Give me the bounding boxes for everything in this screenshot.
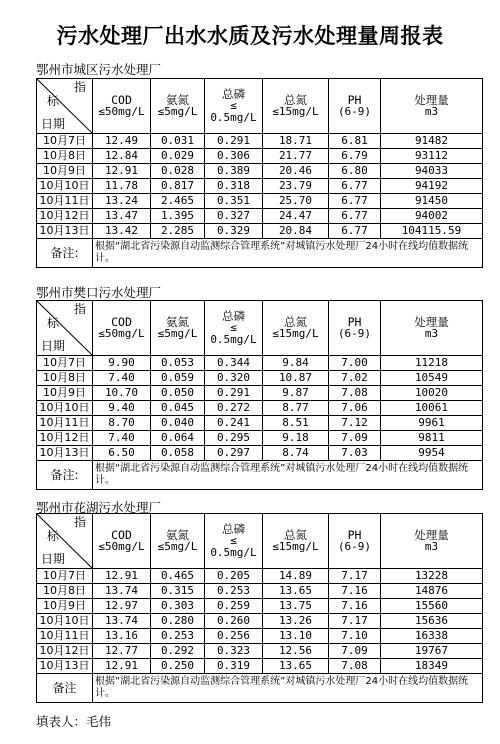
date-cell: 10月13日 xyxy=(37,224,93,239)
value-cell: 13.42 xyxy=(93,224,151,239)
value-cell: 7.00 xyxy=(329,356,381,371)
value-cell: 12.56 xyxy=(263,644,329,659)
value-cell: 7.16 xyxy=(329,584,381,599)
column-header-limit: ≤ xyxy=(230,534,237,547)
table-row xyxy=(37,431,483,446)
table-row xyxy=(37,599,483,614)
column-header-limit: (6-9) xyxy=(337,105,372,118)
value-cell: 104115.59 xyxy=(381,224,483,239)
value-cell: 7.10 xyxy=(329,629,381,644)
value-cell: 10.87 xyxy=(263,371,329,386)
value-cell: 15636 xyxy=(381,614,483,629)
value-cell: 0.817 xyxy=(151,179,205,194)
column-header xyxy=(329,301,381,356)
value-cell: 2.285 xyxy=(151,224,205,239)
column-header xyxy=(381,514,483,569)
value-cell: 0.059 xyxy=(151,371,205,386)
date-cell: 10月8日 xyxy=(37,584,93,599)
column-header-name: PH xyxy=(347,315,362,329)
value-cell: 94033 xyxy=(381,164,483,179)
value-cell: 0.320 xyxy=(205,371,263,386)
column-header-name: 氨氮 xyxy=(166,315,189,329)
value-cell: 0.040 xyxy=(151,416,205,431)
note-text: 根据“湖北省污染源自动监测综合管理系统”对城镇污水处理厂24小时在线均值数据统计。 xyxy=(93,674,483,703)
header-indicator-label-2: 标 xyxy=(47,316,60,330)
value-cell: 13.16 xyxy=(93,629,151,644)
column-header-name: COD xyxy=(111,93,132,107)
column-header-limit-2: 0.5mg/L xyxy=(210,111,257,124)
date-cell: 10月7日 xyxy=(37,134,93,149)
value-cell: 0.295 xyxy=(205,431,263,446)
value-cell: 9811 xyxy=(381,431,483,446)
table-row xyxy=(37,371,483,386)
value-cell: 14.89 xyxy=(263,569,329,584)
value-cell: 7.16 xyxy=(329,599,381,614)
value-cell: 0.465 xyxy=(151,569,205,584)
value-cell: 7.08 xyxy=(329,659,381,674)
date-cell: 10月12日 xyxy=(37,209,93,224)
value-cell: 0.344 xyxy=(205,356,263,371)
value-cell: 9.40 xyxy=(93,401,151,416)
value-cell: 0.256 xyxy=(205,629,263,644)
column-header-limit: m3 xyxy=(424,327,439,340)
value-cell: 13.65 xyxy=(263,584,329,599)
table-row xyxy=(37,644,483,659)
note-text: 根据“湖北省污染源自动监测综合管理系统”对城镇污水处理厂24小时在线均值数据统计。 xyxy=(93,239,483,268)
column-header-limit: ≤15mg/L xyxy=(272,327,319,340)
value-cell: 11.78 xyxy=(93,179,151,194)
value-cell: 16338 xyxy=(381,629,483,644)
value-cell: 6.79 xyxy=(329,149,381,164)
column-header-limit: ≤15mg/L xyxy=(272,540,319,553)
column-header-limit: ≤15mg/L xyxy=(272,105,319,118)
header-date-label: 日期 xyxy=(41,339,66,353)
value-cell: 0.028 xyxy=(151,164,205,179)
table-row xyxy=(37,224,483,239)
value-cell: 0.272 xyxy=(205,401,263,416)
column-header-name: COD xyxy=(111,528,132,542)
value-cell: 15560 xyxy=(381,599,483,614)
date-cell: 10月9日 xyxy=(37,164,93,179)
column-header xyxy=(93,514,151,569)
value-cell: 25.70 xyxy=(263,194,329,209)
header-indicator-label: 指 xyxy=(73,80,86,94)
value-cell: 8.70 xyxy=(93,416,151,431)
header-date-label: 日期 xyxy=(41,552,66,566)
header-indicator-label: 指 xyxy=(73,515,86,529)
column-header xyxy=(151,514,205,569)
column-header xyxy=(263,79,329,134)
section-title: 鄂州市城区污水处理厂 xyxy=(36,62,162,77)
value-cell: 7.09 xyxy=(329,431,381,446)
value-cell: 13.26 xyxy=(263,614,329,629)
value-cell: 7.40 xyxy=(93,371,151,386)
column-header-name: 氨氮 xyxy=(166,93,189,107)
value-cell: 23.79 xyxy=(263,179,329,194)
value-cell: 12.77 xyxy=(93,644,151,659)
value-cell: 24.47 xyxy=(263,209,329,224)
header-date-label: 日期 xyxy=(41,117,66,131)
note-label: 备注: xyxy=(37,239,93,268)
value-cell: 0.064 xyxy=(151,431,205,446)
value-cell: 0.303 xyxy=(151,599,205,614)
value-cell: 20.46 xyxy=(263,164,329,179)
quality-table xyxy=(36,513,483,703)
value-cell: 0.045 xyxy=(151,401,205,416)
column-header xyxy=(263,514,329,569)
table-row xyxy=(37,209,483,224)
column-header-limit-2: 0.5mg/L xyxy=(210,546,257,559)
date-cell: 10月8日 xyxy=(37,149,93,164)
value-cell: 21.77 xyxy=(263,149,329,164)
value-cell: 12.91 xyxy=(93,659,151,674)
column-header-name: 总氮 xyxy=(284,93,307,107)
value-cell: 7.12 xyxy=(329,416,381,431)
value-cell: 6.80 xyxy=(329,164,381,179)
date-cell: 10月13日 xyxy=(37,659,93,674)
note-label: 备注: xyxy=(37,461,93,490)
value-cell: 18.71 xyxy=(263,134,329,149)
value-cell: 20.84 xyxy=(263,224,329,239)
date-cell: 10月7日 xyxy=(37,356,93,371)
value-cell: 10061 xyxy=(381,401,483,416)
value-cell: 0.253 xyxy=(205,584,263,599)
filler-label: 填表人：毛伟 xyxy=(36,714,112,729)
column-header xyxy=(381,301,483,356)
table-row xyxy=(37,569,483,584)
value-cell: 12.84 xyxy=(93,149,151,164)
column-header xyxy=(329,514,381,569)
column-header-limit-2: 0.5mg/L xyxy=(210,333,257,346)
value-cell: 7.06 xyxy=(329,401,381,416)
value-cell: 0.241 xyxy=(205,416,263,431)
value-cell: 0.306 xyxy=(205,149,263,164)
table-row xyxy=(37,149,483,164)
value-cell: 9954 xyxy=(381,446,483,461)
column-header-limit: ≤5mg/L xyxy=(157,105,198,118)
value-cell: 0.050 xyxy=(151,386,205,401)
column-header xyxy=(205,514,263,569)
table-row xyxy=(37,164,483,179)
date-cell: 10月12日 xyxy=(37,644,93,659)
value-cell: 13228 xyxy=(381,569,483,584)
value-cell: 0.058 xyxy=(151,446,205,461)
value-cell: 0.253 xyxy=(151,629,205,644)
value-cell: 19767 xyxy=(381,644,483,659)
value-cell: 0.250 xyxy=(151,659,205,674)
column-header-limit: ≤50mg/L xyxy=(98,105,145,118)
value-cell: 18349 xyxy=(381,659,483,674)
column-header-limit: ≤5mg/L xyxy=(157,327,198,340)
value-cell: 7.17 xyxy=(329,569,381,584)
value-cell: 12.91 xyxy=(93,569,151,584)
column-header xyxy=(151,301,205,356)
header-diagonal-cell xyxy=(37,301,93,356)
value-cell: 10549 xyxy=(381,371,483,386)
date-cell: 10月10日 xyxy=(37,614,93,629)
column-header xyxy=(381,79,483,134)
value-cell: 91450 xyxy=(381,194,483,209)
value-cell: 0.259 xyxy=(205,599,263,614)
value-cell: 91482 xyxy=(381,134,483,149)
value-cell: 9.90 xyxy=(93,356,151,371)
column-header-name: PH xyxy=(347,93,362,107)
column-header xyxy=(205,79,263,134)
value-cell: 0.205 xyxy=(205,569,263,584)
value-cell: 0.291 xyxy=(205,386,263,401)
table-row xyxy=(37,659,483,674)
table-row xyxy=(37,416,483,431)
value-cell: 13.47 xyxy=(93,209,151,224)
value-cell: 6.77 xyxy=(329,179,381,194)
date-cell: 10月8日 xyxy=(37,371,93,386)
value-cell: 13.10 xyxy=(263,629,329,644)
column-header-name: 总磷 xyxy=(222,522,245,536)
section-title: 鄂州市樊口污水处理厂 xyxy=(36,285,162,300)
column-header xyxy=(151,79,205,134)
header-indicator-label-2: 标 xyxy=(47,529,60,543)
report-title: 污水处理厂出水水质及污水处理量周报表 xyxy=(56,23,444,48)
header-indicator-label-2: 标 xyxy=(47,94,60,108)
note-text: 根据“湖北省污染源自动监测综合管理系统”对城镇污水处理厂24小时在线均值数据统计。 xyxy=(93,461,483,490)
column-header-name: 氨氮 xyxy=(166,528,189,542)
section-title: 鄂州市花湖污水处理厂 xyxy=(36,500,162,515)
header-indicator-label: 指 xyxy=(73,302,86,316)
column-header-limit: m3 xyxy=(424,540,439,553)
value-cell: 94002 xyxy=(381,209,483,224)
value-cell: 0.260 xyxy=(205,614,263,629)
value-cell: 13.24 xyxy=(93,194,151,209)
date-cell: 10月11日 xyxy=(37,416,93,431)
value-cell: 0.280 xyxy=(151,614,205,629)
column-header-name: PH xyxy=(347,528,362,542)
value-cell: 0.291 xyxy=(205,134,263,149)
table-row xyxy=(37,179,483,194)
value-cell: 0.315 xyxy=(151,584,205,599)
column-header-name: 处理量 xyxy=(414,528,449,542)
column-header xyxy=(93,79,151,134)
value-cell: 6.77 xyxy=(329,224,381,239)
value-cell: 0.329 xyxy=(205,224,263,239)
column-header xyxy=(205,301,263,356)
value-cell: 7.03 xyxy=(329,446,381,461)
column-header-name: COD xyxy=(111,315,132,329)
column-header-name: 处理量 xyxy=(414,315,449,329)
value-cell: 0.327 xyxy=(205,209,263,224)
column-header xyxy=(263,301,329,356)
value-cell: 6.50 xyxy=(93,446,151,461)
value-cell: 7.40 xyxy=(93,431,151,446)
value-cell: 0.031 xyxy=(151,134,205,149)
header-diagonal-cell xyxy=(37,514,93,569)
value-cell: 13.74 xyxy=(93,614,151,629)
table-row xyxy=(37,629,483,644)
column-header-limit: ≤50mg/L xyxy=(98,540,145,553)
date-cell: 10月9日 xyxy=(37,386,93,401)
value-cell: 0.318 xyxy=(205,179,263,194)
date-cell: 10月7日 xyxy=(37,569,93,584)
value-cell: 0.053 xyxy=(151,356,205,371)
value-cell: 13.74 xyxy=(93,584,151,599)
column-header-limit: (6-9) xyxy=(337,327,372,340)
table-row xyxy=(37,194,483,209)
quality-table xyxy=(36,78,483,268)
value-cell: 12.97 xyxy=(93,599,151,614)
value-cell: 11218 xyxy=(381,356,483,371)
value-cell: 10.70 xyxy=(93,386,151,401)
table-row xyxy=(37,386,483,401)
value-cell: 0.292 xyxy=(151,644,205,659)
quality-table xyxy=(36,300,483,490)
column-header-name: 总氮 xyxy=(284,528,307,542)
column-header-name: 总磷 xyxy=(222,87,245,101)
value-cell: 12.49 xyxy=(93,134,151,149)
value-cell: 9.87 xyxy=(263,386,329,401)
value-cell: 0.297 xyxy=(205,446,263,461)
value-cell: 6.81 xyxy=(329,134,381,149)
table-row xyxy=(37,134,483,149)
value-cell: 7.08 xyxy=(329,386,381,401)
column-header-name: 处理量 xyxy=(414,93,449,107)
date-cell: 10月10日 xyxy=(37,401,93,416)
date-cell: 10月11日 xyxy=(37,629,93,644)
value-cell: 6.77 xyxy=(329,194,381,209)
column-header-limit: ≤ xyxy=(230,321,237,334)
column-header-limit: m3 xyxy=(424,105,439,118)
column-header-limit: ≤50mg/L xyxy=(98,327,145,340)
column-header xyxy=(329,79,381,134)
date-cell: 10月10日 xyxy=(37,179,93,194)
value-cell: 9.84 xyxy=(263,356,329,371)
date-cell: 10月13日 xyxy=(37,446,93,461)
value-cell: 8.77 xyxy=(263,401,329,416)
value-cell: 10020 xyxy=(381,386,483,401)
table-row xyxy=(37,446,483,461)
column-header-name: 总氮 xyxy=(284,315,307,329)
value-cell: 7.17 xyxy=(329,614,381,629)
table-row xyxy=(37,356,483,371)
value-cell: 9.18 xyxy=(263,431,329,446)
column-header-name: 总磷 xyxy=(222,309,245,323)
value-cell: 8.51 xyxy=(263,416,329,431)
column-header xyxy=(93,301,151,356)
value-cell: 93112 xyxy=(381,149,483,164)
value-cell: 94192 xyxy=(381,179,483,194)
value-cell: 7.02 xyxy=(329,371,381,386)
column-header-limit: ≤ xyxy=(230,99,237,112)
value-cell: 0.389 xyxy=(205,164,263,179)
value-cell: 6.77 xyxy=(329,209,381,224)
value-cell: 12.91 xyxy=(93,164,151,179)
header-diagonal-cell xyxy=(37,79,93,134)
column-header-limit: (6-9) xyxy=(337,540,372,553)
date-cell: 10月12日 xyxy=(37,431,93,446)
value-cell: 7.09 xyxy=(329,644,381,659)
value-cell: 13.65 xyxy=(263,659,329,674)
value-cell: 0.323 xyxy=(205,644,263,659)
value-cell: 2.465 xyxy=(151,194,205,209)
value-cell: 14876 xyxy=(381,584,483,599)
table-row xyxy=(37,614,483,629)
table-row xyxy=(37,584,483,599)
value-cell: 0.351 xyxy=(205,194,263,209)
value-cell: 0.319 xyxy=(205,659,263,674)
column-header-limit: ≤5mg/L xyxy=(157,540,198,553)
value-cell: 1.395 xyxy=(151,209,205,224)
date-cell: 10月11日 xyxy=(37,194,93,209)
value-cell: 0.029 xyxy=(151,149,205,164)
note-label: 备注 xyxy=(37,674,93,703)
date-cell: 10月9日 xyxy=(37,599,93,614)
value-cell: 13.75 xyxy=(263,599,329,614)
value-cell: 8.74 xyxy=(263,446,329,461)
table-row xyxy=(37,401,483,416)
value-cell: 9961 xyxy=(381,416,483,431)
